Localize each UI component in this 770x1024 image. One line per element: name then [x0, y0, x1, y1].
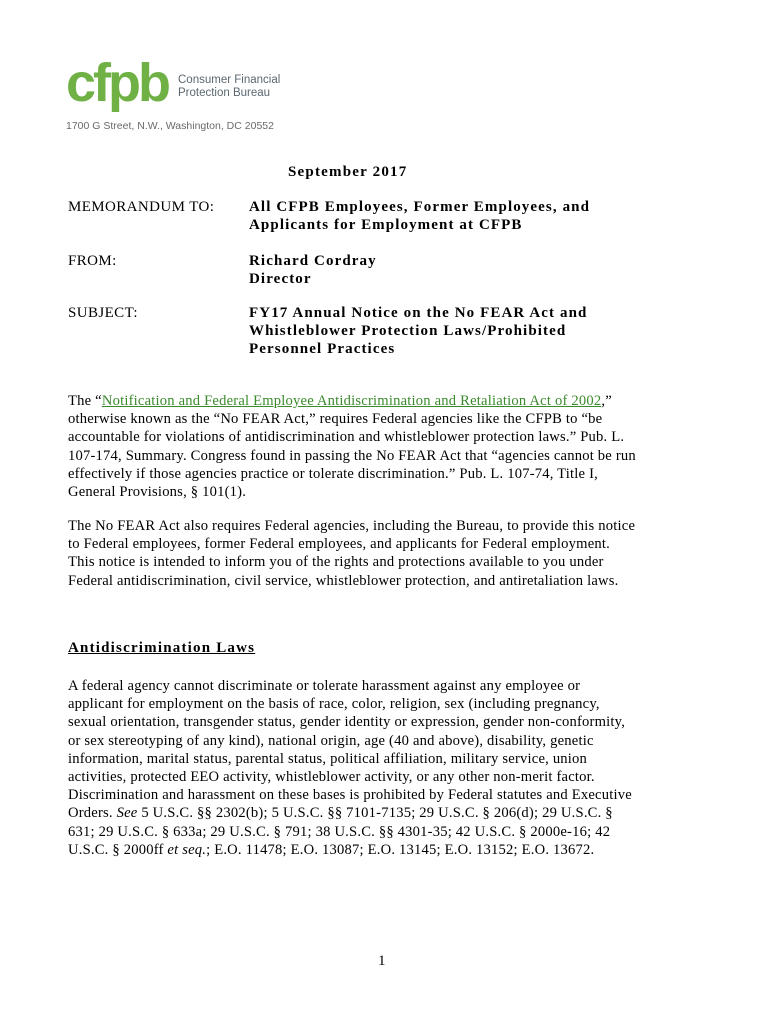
paragraph-antidiscrimination	[68, 677, 636, 859]
memo-to-label: MEMORANDUM TO:	[68, 199, 215, 215]
memo-date: September 2017	[288, 164, 408, 180]
memo-from-value	[249, 252, 629, 288]
memo-subject-value	[249, 304, 629, 358]
letterhead-address: 1700 G Street, N.W., Washington, DC 20552	[66, 120, 274, 132]
memo-from-line-2: Director	[249, 271, 312, 287]
para1-rest: ,” otherwise known as the “No FEAR Act,” requires Federal agencies like the CFPB to “be accountable for violations of antidiscrimination and whistleblower protection laws.” Pub. L. 107-174, Summary. Congress found in passing the No FEAR Act that “agencies cannot be run effectively if those agencies practice or tolerate discrimination.” Pub. L. 107-74, Title I, General Provisions, § 101(1).	[68, 393, 636, 501]
para1-open: The “	[68, 393, 102, 409]
para3-et-seq: et seq.	[167, 841, 207, 858]
page-number: 1	[378, 953, 386, 969]
para3-cites: 5 U.S.C. §§ 2302(b); 5 U.S.C. §§ 7101-7135; 29 U.S.C. § 206(d); 29 U.S.C. § 631; 29 U.S.C. § 633a; 29 U.S.C. § 791; 38 U.S.C. §§ 4301-35; 42 U.S.C. § 2000e-16; 42 U.S.C. § 2000ff	[68, 805, 613, 858]
memo-to-line-2: Applicants for Employment at CFPB	[249, 217, 523, 233]
memo-to-line-1: All CFPB Employees, Former Employees, and	[249, 199, 591, 215]
memo-from-label: FROM:	[68, 253, 117, 269]
memo-subject-line-3: Personnel Practices	[249, 341, 396, 357]
memo-subject-label: SUBJECT:	[68, 305, 138, 321]
paragraph-no-fear-intro	[68, 392, 636, 501]
paragraph-notice-purpose: The No FEAR Act also requires Federal agencies, including the Bureau, to provide this notice to Federal employees, former Federal employees, and applicants for Federal employment. This notice is intended to inform you of the rights and protections available to you under Federal antidiscrimination, civil service, whistleblower protection, and antiretaliation laws.	[68, 518, 636, 589]
cfpb-logo	[66, 53, 281, 113]
memo-subject-line-2: Whistleblower Protection Laws/Prohibited	[249, 323, 567, 339]
para3-main: A federal agency cannot discriminate or tolerate harassment against any employee or applicant for employment on the basis of race, color, religion, sex (including pregnancy, sexual orientation, transgender status, gender identity or expression, gender non-conformity, or sex stereotyping of any kind), national origin, age (40 and above), disability, genetic information, marital status, parental status, political affiliation, military service, union activities, protected EEO activity, whistleblower activity, or any other non-merit factor. Discrimination and harassment on these bases is prohibited by Federal statutes and Executive Orders.	[68, 678, 632, 822]
section-heading-antidiscrimination: Antidiscrimination Laws	[68, 640, 256, 656]
memo-from-line-1: Richard Cordray	[249, 253, 377, 269]
logo-line-2: Protection Bureau	[178, 87, 271, 99]
cfpb-logo-mark: cfpb	[66, 53, 168, 113]
no-fear-act-link[interactable]: Notification and Federal Employee Antidiscrimination and Retaliation Act of 2002	[101, 393, 602, 409]
para3-tail: ; E.O. 11478; E.O. 13087; E.O. 13145; E.O. 13152; E.O. 13672.	[206, 841, 595, 858]
cfpb-logo-text	[178, 74, 280, 100]
logo-line-1: Consumer Financial	[178, 74, 281, 86]
memo-to-value	[249, 198, 629, 234]
para3-see: See	[116, 805, 138, 822]
memo-subject-line-1: FY17 Annual Notice on the No FEAR Act and	[249, 305, 588, 321]
